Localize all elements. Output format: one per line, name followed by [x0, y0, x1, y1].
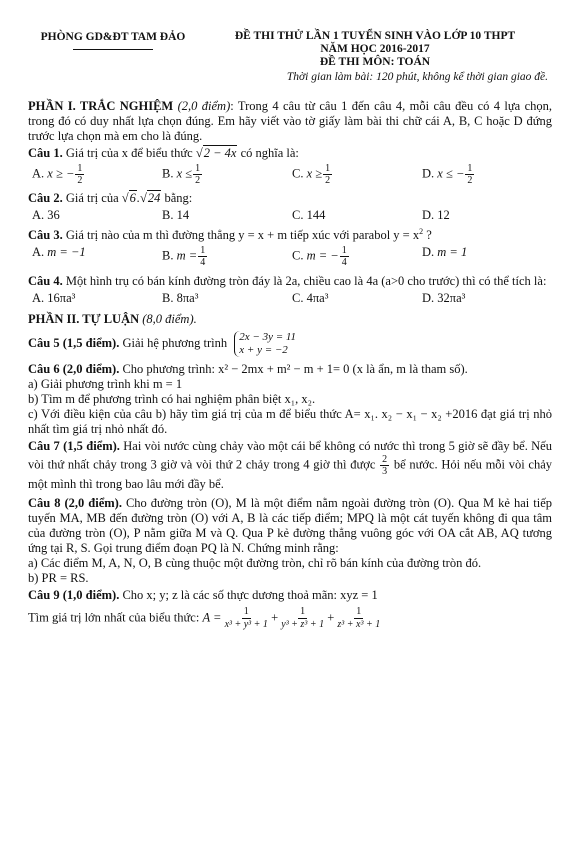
q9-term-2 [281, 606, 324, 631]
question-2 [28, 191, 552, 206]
q8-label: Câu 8 (2,0 điểm). [28, 496, 122, 510]
time-note: Thời gian làm bài: 120 phút, không kể thời gian giao đề. [286, 71, 548, 83]
numerator: 1 [300, 606, 306, 617]
q2-radicand-2: 24 [147, 191, 161, 205]
option-letter: D. [422, 166, 435, 181]
q3-label: Câu 3. [28, 228, 63, 242]
part1-intro [28, 99, 552, 144]
option-letter: A. [32, 245, 45, 259]
option-rel: x ≤ − [437, 166, 465, 181]
subject: ĐỀ THI MÔN: TOÁN [319, 56, 431, 68]
q2-options [28, 208, 552, 223]
q4-option-b[interactable]: B. 8πa³ [162, 291, 199, 305]
denominator: 2 [325, 175, 331, 186]
q7-fraction [380, 454, 389, 477]
denominator: 2 [467, 175, 473, 186]
question-7 [28, 439, 552, 492]
q9-expression-line [28, 606, 552, 631]
q4-options [28, 291, 552, 306]
exam-title: ĐỀ THI THỬ LẦN 1 TUYỂN SINH VÀO LỚP 10 THPT [234, 30, 516, 42]
q2-option-b[interactable]: B. 14 [162, 208, 190, 222]
question-5 [28, 331, 552, 357]
option-fraction [465, 163, 474, 186]
q2-radicand-1: 6 [129, 191, 136, 205]
numerator: 1 [77, 163, 83, 174]
denominator: x³ + y³ + 1 [224, 619, 268, 630]
question-9 [28, 588, 552, 603]
numerator: 1 [467, 163, 473, 174]
q9-label: Câu 9 (1,0 điểm). [28, 588, 120, 602]
option-text: m = 1 [437, 245, 468, 259]
q4-option-d[interactable]: D. 32πa³ [422, 291, 466, 305]
q8-text: Cho đường tròn (O), M là một điểm nằm ngoài đường tròn (O). Qua M kẻ hai tiếp tuyến MA, MB đến đường tròn (O) với A, B là các tiếp điểm; MPQ là một cát tuyến không đi qua tâm của đường tròn (O), P nằm giữa M và Q. Qua P kẻ đường thẳng vuông góc với OA cắt AB, AQ tương ứng tại R, S. Gọi trung điểm đoạn PQ là N. Chứng minh rằng: [28, 496, 552, 555]
q4-option-c[interactable]: C. 4πa³ [292, 291, 329, 305]
q8-part-a: a) Các điểm M, A, N, O, B cùng thuộc một đường tròn, chỉ rõ bán kính của đường tròn đó. [28, 556, 482, 570]
q5-system [234, 331, 296, 357]
header-left [28, 30, 198, 69]
q3-after: ? [426, 228, 432, 242]
q3-text: Giá trị nào của m thì đường thẳng y = x + m tiếp xúc với parabol y = x [65, 228, 420, 242]
numerator: 2 [382, 454, 388, 465]
q2-option-d[interactable]: D. 12 [422, 208, 450, 222]
denominator: z³ + x³ + 1 [337, 619, 381, 630]
q7-label: Câu 7 (1,5 điểm). [28, 439, 120, 453]
part2-heading-line [28, 312, 552, 327]
numerator: 1 [356, 606, 362, 617]
q2-text: Giá trị của [65, 191, 119, 205]
q9-text: Cho x; y; z là các số thực dương thoả mãn: xyz = 1 [122, 588, 378, 602]
q6-part-a: a) Giải phương trình khi m = 1 [28, 377, 183, 391]
option-text: m = [176, 248, 198, 263]
q6-part-b: b) Tìm m để phương trình có hai nghiệm phân biệt x₁, x₂. [28, 392, 316, 406]
q6-part-c: c) Với điều kiện của câu b) hãy tìm giá trị của m để biểu thức A= x₁. x₂ − x₁ − x₂ +2016 đạt giá trị nhỏ nhất tìm giá trị nhỏ nhất đó. [28, 407, 552, 436]
q6-label: Câu 6 (2,0 điểm). [28, 362, 120, 376]
q7-text-2: bể nước. Hỏi nếu mỗi vòi chảy một mình thì trong bao lâu mới đầy bể. [28, 457, 553, 491]
q5-text: Giải hệ phương trình [122, 335, 228, 350]
option-letter: B. [162, 248, 174, 263]
header-right [198, 30, 552, 69]
denominator: 2 [195, 175, 201, 186]
option-letter: C. [292, 248, 304, 263]
q1-after: có nghĩa là: [240, 146, 299, 160]
option-text: m = − [306, 248, 339, 263]
numerator: 1 [200, 245, 206, 256]
numerator: 1 [341, 245, 347, 256]
q1-sqrt: √2 − 4x [195, 146, 237, 160]
denominator: 2 [77, 175, 83, 186]
q1-option-c[interactable] [292, 163, 422, 186]
part1-heading: PHẦN I. TRẮC NGHIỆM [28, 99, 174, 113]
header-rule [73, 49, 153, 50]
q9-term-1 [225, 606, 268, 631]
question-1 [28, 146, 552, 161]
q1-option-b[interactable] [162, 163, 292, 186]
q2-expr: √6.√24 [121, 191, 161, 205]
q3-option-c[interactable] [292, 245, 422, 268]
q1-text: Giá trị của x để biểu thức [65, 146, 193, 160]
q1-label: Câu 1. [28, 146, 63, 160]
q3-option-a[interactable] [32, 245, 162, 268]
q7-text-1: Hai vòi nước cùng chảy vào một cái bể không có nước thì trong 5 giờ sẽ đầy bể. Nếu vòi thứ nhất chảy trong 3 giờ và vòi thứ 2 chảy trong 4 giờ thì được [28, 439, 552, 472]
question-6 [28, 362, 552, 377]
part2-points: (8,0 điểm). [142, 312, 197, 326]
q5-eq2: x + y = −2 [239, 344, 288, 356]
numerator: 1 [243, 606, 249, 617]
part2-heading: PHẦN II. TỰ LUẬN [28, 312, 140, 326]
option-fraction [323, 163, 332, 186]
q4-option-a[interactable]: A. 16πa³ [32, 291, 76, 305]
q3-options [28, 245, 552, 268]
q3-option-d[interactable] [422, 245, 467, 268]
q2-label: Câu 2. [28, 191, 63, 205]
question-3: Câu 3. Giá trị nào của m thì đường thẳng y = x + m tiếp xúc với parabol $y = x^2$ ? [28, 226, 432, 242]
q1-radicand: 2 − 4x [203, 146, 237, 160]
q5-eq1: 2x − 3y = 11 [239, 331, 297, 343]
q1-option-d[interactable] [422, 163, 475, 186]
denominator: 4 [200, 257, 206, 268]
q1-option-a[interactable] [32, 163, 162, 186]
question-4 [28, 274, 552, 289]
plus-sign: + [271, 610, 279, 625]
question-8 [28, 496, 552, 556]
q4-label: Câu 4. [28, 274, 63, 288]
option-rel: x ≥ [306, 166, 323, 181]
q9-ask: Tìm giá trị lớn nhất của biểu thức: [28, 610, 200, 625]
option-rel: x ≤ [176, 166, 193, 181]
option-letter: D. [422, 245, 435, 259]
option-letter: A. [32, 166, 45, 181]
option-fraction [75, 163, 84, 186]
option-fraction [340, 245, 349, 268]
q1-options [28, 163, 552, 186]
option-rel: x ≥ − [47, 166, 75, 181]
q4-text: Một hình trụ có bán kính đường tròn đáy là 2a, chiều cao là 4a (a>0 cho trước) thì có thể tích là: [65, 274, 547, 288]
q9-lhs: A = [202, 610, 222, 625]
denominator: 4 [341, 257, 347, 268]
denominator: y³ + z³ + 1 [281, 619, 325, 630]
option-fraction [193, 163, 202, 186]
q5-label: Câu 5 (1,5 điểm). [28, 335, 120, 350]
department-name: PHÒNG GD&ĐT TAM ĐẢO [40, 31, 186, 43]
q6-text: Cho phương trình: x² − 2mx + m² − m + 1= 0 (x là ẩn, m là tham số). [122, 362, 468, 376]
numerator: 1 [325, 163, 331, 174]
option-letter: C. [292, 166, 304, 181]
q2-option-c[interactable]: C. 144 [292, 208, 326, 222]
q3-option-b[interactable] [162, 245, 292, 268]
school-year: NĂM HỌC 2016-2017 [320, 43, 430, 55]
q9-term-3 [337, 606, 380, 631]
q2-option-a[interactable]: A. 36 [32, 208, 60, 222]
q2-after: bằng: [164, 191, 193, 205]
numerator: 1 [195, 163, 201, 174]
part1-points: (2,0 điểm) [177, 99, 231, 113]
option-letter: B. [162, 166, 174, 181]
option-text: m = −1 [47, 245, 86, 259]
header [28, 30, 552, 69]
option-fraction [198, 245, 207, 268]
q8-part-b: b) PR = RS. [28, 571, 89, 585]
part1-text: : Trong 4 câu từ câu 1 đến câu 4, mỗi câu đều có 4 lựa chọn, trong đó có duy nhất lựa chọn đúng. Em hãy viết vào tờ giấy làm bài thi chữ cái A, B, C hoặc D đứng trước lựa chọn mà em cho là đúng. [28, 99, 553, 143]
denominator: 3 [382, 466, 388, 477]
plus-sign: + [327, 610, 335, 625]
